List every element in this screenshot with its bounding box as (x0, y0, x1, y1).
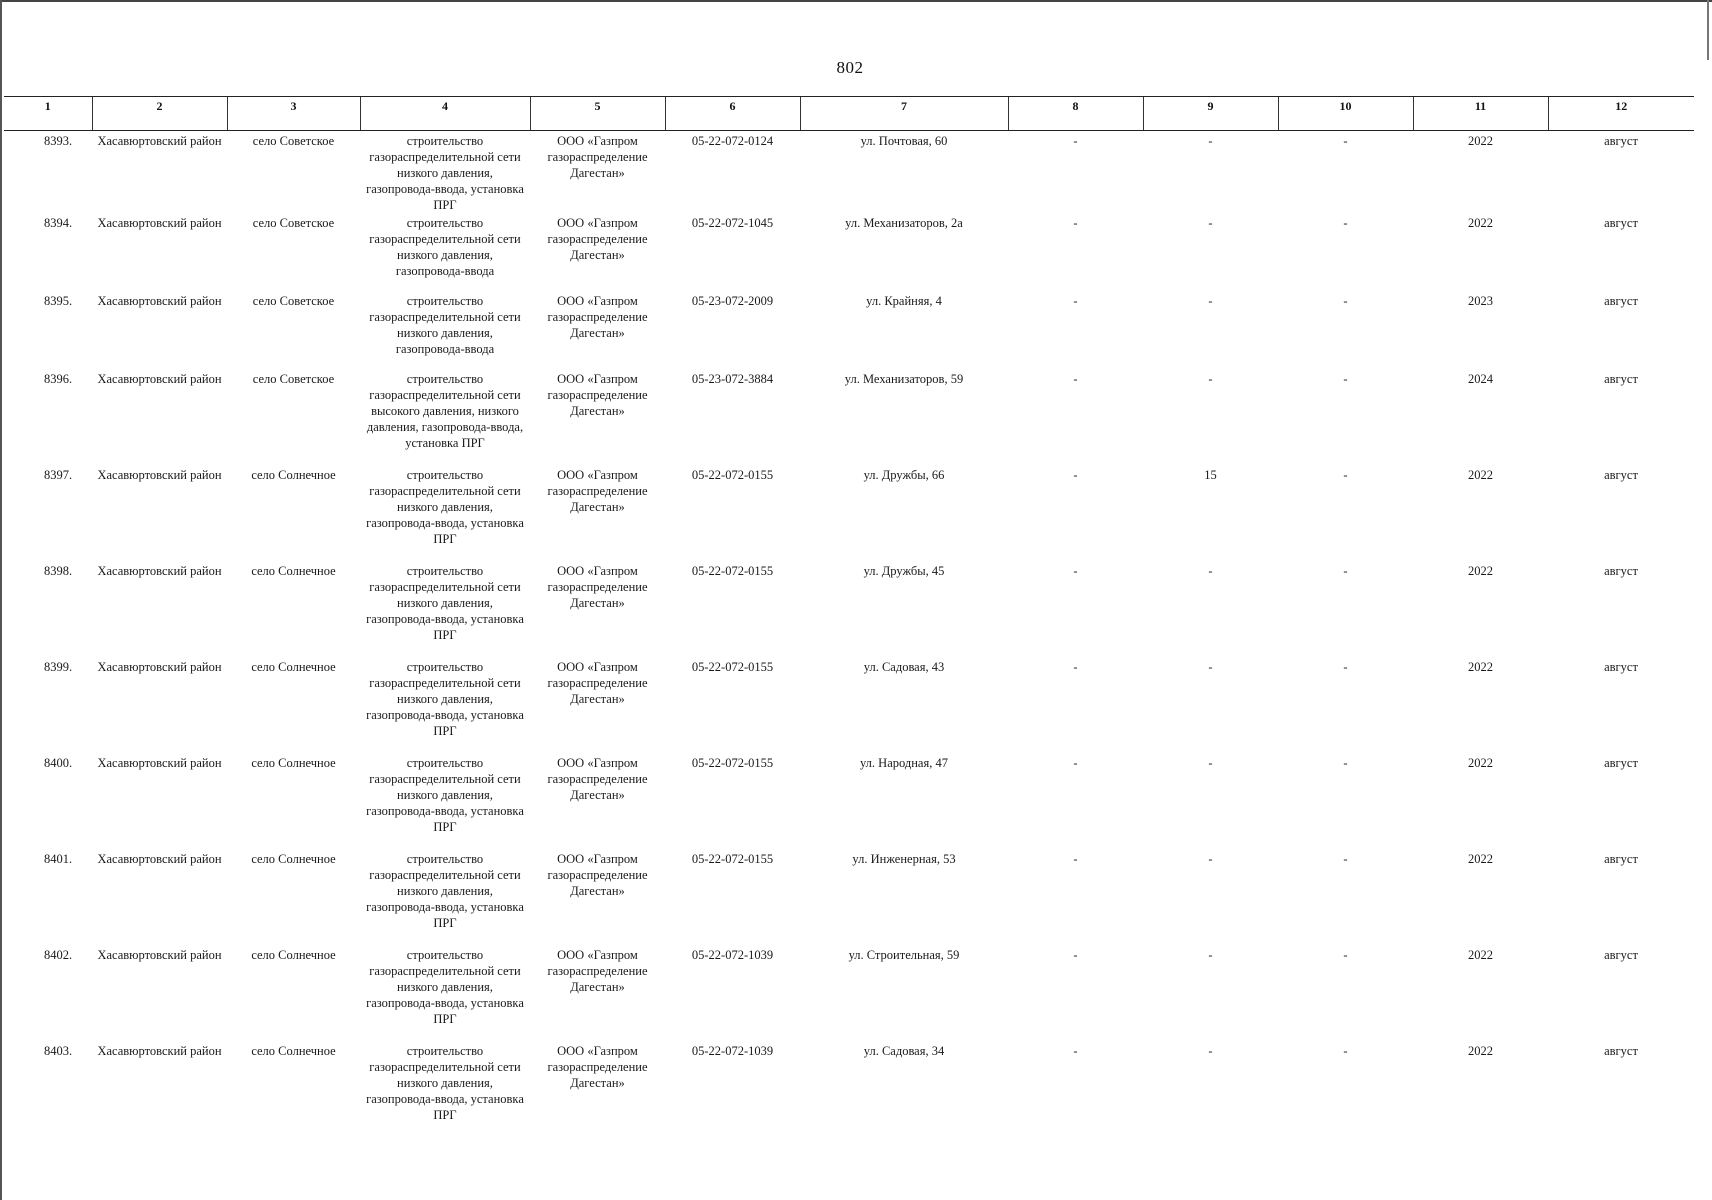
row-number: 8399. (44, 660, 73, 674)
work-description: строительство газораспределительной сети низкого давления, газопровода-ввода, установка ПРГ (366, 948, 524, 1026)
table-row (4, 291, 1694, 369)
organization: ООО «Газпром газораспределение Дагестан» (547, 216, 648, 262)
row-number: 8402. (44, 948, 73, 962)
table-row (4, 213, 1694, 291)
col-8-value: - (1073, 294, 1078, 308)
row-number: 8400. (44, 756, 73, 770)
month: август (1604, 564, 1638, 578)
column-header: 3 (227, 97, 360, 131)
settlement: село Солнечное (251, 564, 336, 578)
work-description: строительство газораспределительной сети низкого давления, газопровода-ввода, установка ПРГ (366, 1044, 524, 1122)
column-header: 5 (530, 97, 665, 131)
address: ул. Дружбы, 45 (863, 564, 945, 578)
col-10-value: - (1343, 660, 1348, 674)
work-description: строительство газораспределительной сети низкого давления, газопровода-ввода, установка ПРГ (366, 756, 524, 834)
col-9-value: - (1208, 660, 1213, 674)
column-header: 7 (800, 97, 1008, 131)
address: ул. Инженерная, 53 (852, 852, 956, 866)
column-number-header-row (4, 97, 1694, 131)
col-9-value: - (1208, 216, 1213, 230)
month: август (1604, 660, 1638, 674)
row-number: 8394. (44, 216, 73, 230)
settlement: село Советское (252, 294, 335, 308)
project-code: 05-22-072-1045 (691, 216, 774, 230)
settlement: село Солнечное (251, 756, 336, 770)
address: ул. Механизаторов, 2а (845, 216, 963, 230)
column-header: 4 (360, 97, 530, 131)
col-8-value: - (1073, 948, 1078, 962)
month: август (1604, 948, 1638, 962)
district: Хасавюртовский район (97, 468, 222, 482)
district: Хасавюртовский район (97, 756, 222, 770)
col-8-value: - (1073, 1044, 1078, 1058)
col-10-value: - (1343, 756, 1348, 770)
col-9-value: - (1208, 134, 1213, 148)
district: Хасавюртовский район (97, 216, 222, 230)
table-row (4, 945, 1694, 1041)
col-8-value: - (1073, 756, 1078, 770)
project-code: 05-22-072-0155 (691, 564, 774, 578)
row-number: 8396. (44, 372, 73, 386)
year: 2022 (1468, 468, 1493, 482)
district: Хасавюртовский район (97, 372, 222, 386)
organization: ООО «Газпром газораспределение Дагестан» (547, 948, 648, 994)
year: 2022 (1468, 756, 1493, 770)
col-10-value: - (1343, 564, 1348, 578)
work-description: строительство газораспределительной сети низкого давления, газопровода-ввода, установка ПРГ (366, 564, 524, 642)
month: август (1604, 1044, 1638, 1058)
col-8-value: - (1073, 134, 1078, 148)
project-code: 05-22-072-1039 (691, 948, 774, 962)
project-code: 05-22-072-0155 (691, 660, 774, 674)
year: 2022 (1468, 948, 1493, 962)
column-header: 8 (1008, 97, 1143, 131)
district: Хасавюртовский район (97, 948, 222, 962)
column-header: 10 (1278, 97, 1413, 131)
project-code: 05-22-072-0124 (691, 134, 774, 148)
organization: ООО «Газпром газораспределение Дагестан» (547, 294, 648, 340)
page-border-right (1707, 0, 1709, 60)
organization: ООО «Газпром газораспределение Дагестан» (547, 372, 648, 418)
col-9-value: - (1208, 564, 1213, 578)
district: Хасавюртовский район (97, 660, 222, 674)
page-number: 802 (836, 58, 864, 77)
table-row (4, 753, 1694, 849)
page-border-top (0, 0, 1712, 2)
work-description: строительство газораспределительной сети высокого давления, низкого давления, газопровода-ввода, установка ПРГ (366, 372, 524, 450)
col-9-value: - (1208, 294, 1213, 308)
year: 2022 (1468, 216, 1493, 230)
month: август (1604, 468, 1638, 482)
col-8-value: - (1073, 468, 1078, 482)
month: август (1604, 756, 1638, 770)
col-10-value: - (1343, 372, 1348, 386)
organization: ООО «Газпром газораспределение Дагестан» (547, 660, 648, 706)
settlement: село Солнечное (251, 948, 336, 962)
address: ул. Крайняя, 4 (866, 294, 942, 308)
row-number: 8403. (44, 1044, 73, 1058)
address: ул. Садовая, 34 (863, 1044, 945, 1058)
row-number: 8398. (44, 564, 73, 578)
col-9-value: 15 (1204, 468, 1217, 482)
work-description: строительство газораспределительной сети низкого давления, газопровода-ввода, установка ПРГ (366, 852, 524, 930)
col-9-value: - (1208, 1044, 1213, 1058)
settlement: село Советское (252, 216, 335, 230)
year: 2022 (1468, 660, 1493, 674)
row-number: 8395. (44, 294, 73, 308)
work-description: строительство газораспределительной сети низкого давления, газопровода-ввода (369, 294, 521, 356)
col-9-value: - (1208, 948, 1213, 962)
registry-table (4, 96, 1694, 1137)
table-row (4, 369, 1694, 465)
page-border-left (0, 0, 2, 1200)
address: ул. Народная, 47 (859, 756, 948, 770)
col-10-value: - (1343, 468, 1348, 482)
column-header: 9 (1143, 97, 1278, 131)
month: август (1604, 294, 1638, 308)
district: Хасавюртовский район (97, 294, 222, 308)
project-code: 05-22-072-0155 (691, 852, 774, 866)
month: август (1604, 852, 1638, 866)
settlement: село Советское (252, 372, 335, 386)
col-9-value: - (1208, 372, 1213, 386)
col-8-value: - (1073, 660, 1078, 674)
col-10-value: - (1343, 134, 1348, 148)
month: август (1604, 216, 1638, 230)
table-row (4, 465, 1694, 561)
col-10-value: - (1343, 852, 1348, 866)
year: 2023 (1468, 294, 1493, 308)
column-header: 6 (665, 97, 800, 131)
address: ул. Механизаторов, 59 (844, 372, 964, 386)
column-header: 1 (4, 97, 92, 131)
district: Хасавюртовский район (97, 852, 222, 866)
project-code: 05-23-072-3884 (691, 372, 774, 386)
work-description: строительство газораспределительной сети низкого давления, газопровода-ввода, установка ПРГ (366, 660, 524, 738)
row-number: 8401. (44, 852, 73, 866)
col-10-value: - (1343, 948, 1348, 962)
settlement: село Солнечное (251, 852, 336, 866)
organization: ООО «Газпром газораспределение Дагестан» (547, 852, 648, 898)
col-8-value: - (1073, 852, 1078, 866)
settlement: село Солнечное (251, 1044, 336, 1058)
project-code: 05-23-072-2009 (691, 294, 774, 308)
month: август (1604, 372, 1638, 386)
project-code: 05-22-072-0155 (691, 468, 774, 482)
column-header: 2 (92, 97, 227, 131)
col-9-value: - (1208, 852, 1213, 866)
address: ул. Дружбы, 66 (863, 468, 945, 482)
table-row (4, 1041, 1694, 1137)
year: 2024 (1468, 372, 1493, 386)
col-8-value: - (1073, 372, 1078, 386)
address: ул. Садовая, 43 (863, 660, 945, 674)
project-code: 05-22-072-1039 (691, 1044, 774, 1058)
table-row (4, 561, 1694, 657)
project-code: 05-22-072-0155 (691, 756, 774, 770)
address: ул. Почтовая, 60 (860, 134, 948, 148)
table-row (4, 657, 1694, 753)
organization: ООО «Газпром газораспределение Дагестан» (547, 1044, 648, 1090)
district: Хасавюртовский район (97, 564, 222, 578)
year: 2022 (1468, 564, 1493, 578)
year: 2022 (1468, 852, 1493, 866)
col-8-value: - (1073, 564, 1078, 578)
col-10-value: - (1343, 216, 1348, 230)
column-header: 11 (1413, 97, 1548, 131)
district: Хасавюртовский район (97, 1044, 222, 1058)
col-10-value: - (1343, 294, 1348, 308)
settlement: село Солнечное (251, 468, 336, 482)
month: август (1604, 134, 1638, 148)
year: 2022 (1468, 134, 1493, 148)
work-description: строительство газораспределительной сети низкого давления, газопровода-ввода, установка ПРГ (366, 134, 524, 212)
table-row (4, 849, 1694, 945)
work-description: строительство газораспределительной сети низкого давления, газопровода-ввода (369, 216, 521, 278)
year: 2022 (1468, 1044, 1493, 1058)
district: Хасавюртовский район (97, 134, 222, 148)
col-9-value: - (1208, 756, 1213, 770)
row-number: 8397. (44, 468, 73, 482)
organization: ООО «Газпром газораспределение Дагестан» (547, 468, 648, 514)
column-header: 12 (1548, 97, 1694, 131)
table-row (4, 131, 1694, 214)
col-10-value: - (1343, 1044, 1348, 1058)
address: ул. Строительная, 59 (848, 948, 960, 962)
organization: ООО «Газпром газораспределение Дагестан» (547, 756, 648, 802)
settlement: село Советское (252, 134, 335, 148)
row-number: 8393. (44, 134, 73, 148)
settlement: село Солнечное (251, 660, 336, 674)
col-8-value: - (1073, 216, 1078, 230)
organization: ООО «Газпром газораспределение Дагестан» (547, 564, 648, 610)
work-description: строительство газораспределительной сети низкого давления, газопровода-ввода, установка ПРГ (366, 468, 524, 546)
organization: ООО «Газпром газораспределение Дагестан» (547, 134, 648, 180)
